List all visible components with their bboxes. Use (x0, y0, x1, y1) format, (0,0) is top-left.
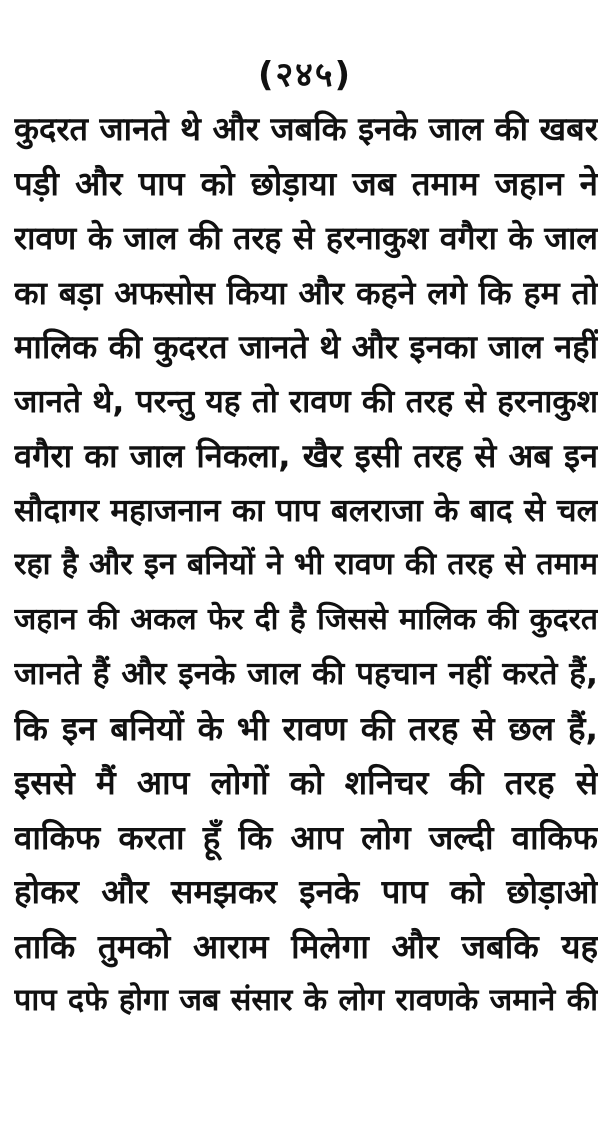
text-line: रावण के जाल की तरह से हरनाकुश वगैरा के जाल (14, 219, 598, 257)
text-line: पड़ी और पाप को छोड़ाया जब तमाम जहान ने (14, 163, 598, 203)
page-number: (२४५) (257, 55, 353, 95)
text-line: इससे मैं आप लोगों को शनिचर की तरह से (14, 763, 598, 802)
text-line: कुदरत जानते थे और जबकि इनके जाल की खबर (14, 110, 598, 148)
text-line: मालिक की कुदरत जानते थे और इनका जाल नहीं (14, 328, 598, 366)
text-line: का बड़ा अफसोस किया और कहने लगे कि हम तो (14, 273, 598, 312)
text-line: वगैरा का जाल निकला, खैर इसी तरह से अब इन (14, 437, 598, 475)
text-line: सौदागर महाजनान का पाप बलराजा के बाद से चल (14, 492, 598, 529)
text-line: जहान की अकल फेर दी है जिससे मालिक की कुदरत (14, 601, 598, 637)
text-line: रहा है और इन बनियों ने भी रावण की तरह से तमाम (14, 547, 598, 582)
body-text (14, 102, 598, 1029)
text-line: होकर और समझकर इनके पाप को छोड़ाओ (14, 872, 598, 911)
text-line: जानते हैं और इनके जाल की पहचान नहीं करते हैं, (14, 656, 598, 692)
text-line: कि इन बनियों के भी रावण की तरह से छल हैं, (14, 708, 598, 748)
text-line: वाकिफ करता हूँ कि आप लोग जल्दी वाकिफ (14, 817, 598, 857)
text-line: ताकि तुमको आराम मिलेगा और जबकि यह (14, 926, 598, 966)
text-line: पाप दफे होगा जब संसार के लोग रावणके जमाने की (14, 983, 598, 1018)
text-line: जानते थे, परन्तु यह तो रावण की तरह से हरनाकुश (14, 383, 598, 420)
